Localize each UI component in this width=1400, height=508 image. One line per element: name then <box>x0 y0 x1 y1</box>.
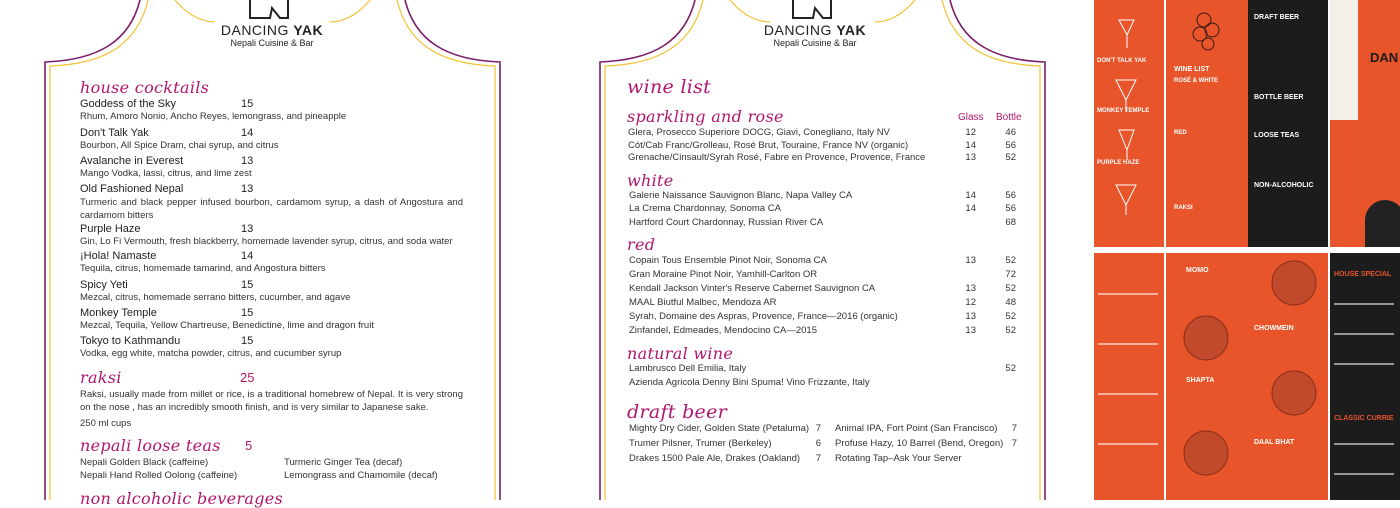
tea-item: Nepali Hand Rolled Oolong (caffeine) <box>80 470 238 481</box>
thumb-label: MONKEY TEMPLE <box>1097 108 1150 114</box>
wine-glass-price: 12 <box>965 297 976 308</box>
cocktail-name: Monkey Temple <box>80 307 157 319</box>
wine-glass-price: 13 <box>965 311 976 322</box>
cocktail-name: Old Fashioned Nepal <box>80 183 184 195</box>
grape-icon <box>1166 0 1248 60</box>
wine-bottle-price: 48 <box>1005 297 1016 308</box>
tea-item: Nepali Golden Black (caffeine) <box>80 457 209 468</box>
raksi-size: 250 ml cups <box>80 418 132 429</box>
yak-icon <box>785 0 845 22</box>
wine-item: Gran Moraine Pinot Noir, Yamhill-Carlton OR <box>629 269 818 280</box>
thumb-label: DAN <box>1370 50 1399 65</box>
cocktail-price: 15 <box>241 335 254 347</box>
wine-glass-price: 14 <box>965 190 976 201</box>
beer-item: Drakes 1500 Pale Ale, Drakes (Oakland) <box>629 453 801 464</box>
wine-item: Copain Tous Ensemble Pinot Noir, Sonoma CA <box>629 255 827 266</box>
natural-heading: natural wine <box>627 344 734 363</box>
thumb-label: MOMO <box>1186 267 1209 274</box>
thumb-label: LOOSE TEAS <box>1254 132 1300 139</box>
bottle-column-header: Bottle <box>996 112 1022 123</box>
thumb-label: WINE LIST <box>1174 66 1210 73</box>
cocktail-price: 14 <box>241 250 254 262</box>
wine-bottle-price: 52 <box>1005 325 1016 336</box>
wine-item: MAAL Biutful Malbec, Mendoza AR <box>629 297 777 308</box>
cocktail-description: Rhum, Amoro Nonio, Ancho Reyes, lemongrass, and pineapple <box>80 111 347 122</box>
wine-bottle-price: 68 <box>1005 217 1016 228</box>
cocktail-description: Vodka, egg white, matcha powder, citrus, and cucumber syrup <box>80 348 342 359</box>
raksi-price: 25 <box>240 370 255 385</box>
cocktail-price: 15 <box>241 307 254 319</box>
wine-glass-price: 13 <box>965 255 976 266</box>
wine-item: Kendall Jackson Vinter's Reserve Cabernet Sauvignon CA <box>629 283 876 294</box>
brand-name: DANCING YAK <box>220 22 324 38</box>
wine-list-heading: wine list <box>627 76 712 98</box>
wine-item: Grenache/Cinsault/Syrah Rosé, Fabre en Provence, Provence, France <box>628 152 926 163</box>
thumb-label: RED <box>1174 130 1187 136</box>
wine-glass-price: 13 <box>965 283 976 294</box>
beer-price: 6 <box>815 438 821 449</box>
thumb-label: ROSÉ & WHITE <box>1174 78 1219 84</box>
wine-bottle-price: 46 <box>1005 127 1016 138</box>
wine-bottle-price: 56 <box>1005 140 1016 151</box>
cocktail-name: Purple Haze <box>80 223 141 235</box>
wine-bottle-price: 52 <box>1005 255 1016 266</box>
thumb-label: DRAFT BEER <box>1254 14 1300 21</box>
cocktail-glass-icons <box>1094 0 1164 247</box>
thumb-label: PURPLE HAZE <box>1097 160 1140 166</box>
dancer-image <box>1365 200 1400 247</box>
red-heading: red <box>627 235 656 254</box>
cocktails-heading: house cocktails <box>80 78 210 97</box>
thumb-specials-panel <box>1330 253 1400 500</box>
cocktail-price: 15 <box>241 279 254 291</box>
thumb-label: BOTTLE BEER <box>1254 94 1304 101</box>
wine-bottle-price: 52 <box>1005 363 1016 374</box>
tea-item: Lemongrass and Chamomile (decaf) <box>284 470 438 481</box>
cocktail-description: Mango Vodka, lassi, citrus, and lime zest <box>80 168 252 179</box>
wine-glass-price: 13 <box>965 152 976 163</box>
thumb-wine-panel <box>1166 0 1248 247</box>
wine-bottle-price: 56 <box>1005 190 1016 201</box>
thumb-cocktail-panel <box>1094 0 1164 247</box>
yak-icon <box>242 0 302 22</box>
teas-heading: nepali loose teas <box>80 436 221 455</box>
wine-item: Zinfandel, Edmeades, Mendocino CA—2015 <box>629 325 818 336</box>
menu-thumbnails <box>1094 0 1400 500</box>
beer-item: Animal IPA, Fort Point (San Francisco) <box>835 423 998 434</box>
cocktail-description: Turmeric and black pepper infused bourbon, cardamom syrup, a dash of Angostura and cardamom bitters <box>80 197 463 221</box>
beer-price: 7 <box>1011 438 1017 449</box>
cocktail-name: Avalanche in Everest <box>80 155 184 167</box>
cocktail-menu-page <box>0 0 545 508</box>
wine-item: Galerie Naissance Sauvignon Blanc, Napa Valley CA <box>629 190 853 201</box>
wine-bottle-price: 56 <box>1005 203 1016 214</box>
cocktail-description: Mezcal, Tequila, Yellow Chartreuse, Benedictine, lime and dragon fruit <box>80 320 374 331</box>
brand-logo <box>172 0 372 48</box>
thumb-label: HOUSE SPECIAL <box>1334 271 1392 278</box>
white-heading: white <box>627 171 674 190</box>
wine-glass-price: 12 <box>965 127 976 138</box>
thumb-beer-panel <box>1248 0 1328 247</box>
tea-item: Turmeric Ginger Tea (decaf) <box>284 457 403 468</box>
cocktail-name: Spicy Yeti <box>80 279 128 291</box>
cocktail-name: ¡Hola! Namaste <box>80 250 157 262</box>
raksi-description: Raksi, usually made from millet or rice, is a traditional homebrew of Nepal. It is very strong on the nose , has an incredibly smooth finish, and is very similar to Japanese sake. <box>80 389 463 413</box>
wine-bottle-price: 52 <box>1005 152 1016 163</box>
brand-tagline: Nepali Cuisine & Bar <box>773 38 857 48</box>
thumb-label: DON'T TALK YAK <box>1097 58 1147 64</box>
thumb-cover-panel <box>1330 0 1400 247</box>
sparkling-heading: sparkling and rose <box>627 107 784 126</box>
cocktail-name: Don't Talk Yak <box>80 127 149 139</box>
wine-item: Lambrusco Dell Emilia, Italy <box>629 363 747 374</box>
cocktail-description: Gin, Lo Fi Vermouth, fresh blackberry, homemade lavender syrup, citrus, and soda water <box>80 236 453 247</box>
teas-price: 5 <box>245 438 253 453</box>
thumb-label: CLASSIC CURRIE <box>1334 415 1394 422</box>
wine-item: Hartford Court Chardonnay, Russian River CA <box>629 217 824 228</box>
wine-glass-price: 14 <box>965 203 976 214</box>
wine-menu-page <box>545 0 1090 500</box>
cocktail-description: Bourbon, All Spice Dram, chai syrup, and citrus <box>80 140 279 151</box>
thumb-food-photo-panel <box>1166 253 1328 500</box>
wine-glass-price: 14 <box>965 140 976 151</box>
wine-glass-price: 13 <box>965 325 976 336</box>
beer-price: 7 <box>815 453 821 464</box>
thumb-food-list-panel <box>1094 253 1164 500</box>
beer-item: Rotating Tap–Ask Your Server <box>835 453 962 464</box>
wine-item: Azienda Agricola Denny Bini Spuma! Vino Frizzante, Italy <box>629 377 870 388</box>
thumb-label: NON-ALCOHOLIC <box>1254 182 1314 189</box>
beer-item: Trumer Pilsner, Trumer (Berkeley) <box>629 438 772 449</box>
wine-item: La Crema Chardonnay, Sonoma CA <box>629 203 781 214</box>
cocktail-description: Mezcal, citrus, homemade serrano bitters, cucumber, and agave <box>80 292 351 303</box>
beer-item: Mighty Dry Cider, Golden State (Petaluma) <box>629 423 810 434</box>
brand-name: DANCING YAK <box>763 22 867 38</box>
cocktail-description: Tequila, citrus, homemade tamarind, and Angostura bitters <box>80 263 326 274</box>
thumb-label: SHAPTA <box>1186 377 1215 384</box>
cocktail-price: 15 <box>241 98 254 110</box>
draft-beer-heading: draft beer <box>627 401 728 423</box>
cocktail-name: Goddess of the Sky <box>80 98 176 110</box>
wine-item: Cót/Cab Franc/Grolleau, Rosé Brut, Touraine, France NV (organic) <box>628 140 909 151</box>
cocktail-name: Tokyo to Kathmandu <box>80 335 181 347</box>
brand-tagline: Nepali Cuisine & Bar <box>230 38 314 48</box>
wine-item: Syrah, Domaine des Aspras, Provence, France—2016 (organic) <box>629 311 898 322</box>
cocktail-price: 13 <box>241 155 254 167</box>
cocktail-price: 14 <box>241 127 254 139</box>
beer-item: Profuse Hazy, 10 Barrel (Bend, Oregon) <box>835 438 1004 449</box>
wine-bottle-price: 72 <box>1005 269 1016 280</box>
wine-item: Glera, Prosecco Superiore DOCG, Giavi, Conegliano, Italy NV <box>628 127 890 138</box>
nonalcoholic-heading: non alcoholic beverages <box>80 489 284 508</box>
raksi-heading: raksi <box>80 368 122 387</box>
thumb-label: RAKSI <box>1174 205 1193 211</box>
thumb-label: DAAL BHAT <box>1254 439 1295 446</box>
food-plate-images <box>1166 253 1328 500</box>
cocktail-price: 13 <box>241 223 254 235</box>
cocktail-price: 13 <box>241 183 254 195</box>
wine-bottle-price: 52 <box>1005 283 1016 294</box>
beer-price: 7 <box>815 423 821 434</box>
glass-column-header: Glass <box>958 112 984 123</box>
thumb-label: CHOWMEIN <box>1254 325 1294 332</box>
wine-bottle-price: 52 <box>1005 311 1016 322</box>
brand-logo <box>715 0 915 48</box>
beer-price: 7 <box>1011 423 1017 434</box>
